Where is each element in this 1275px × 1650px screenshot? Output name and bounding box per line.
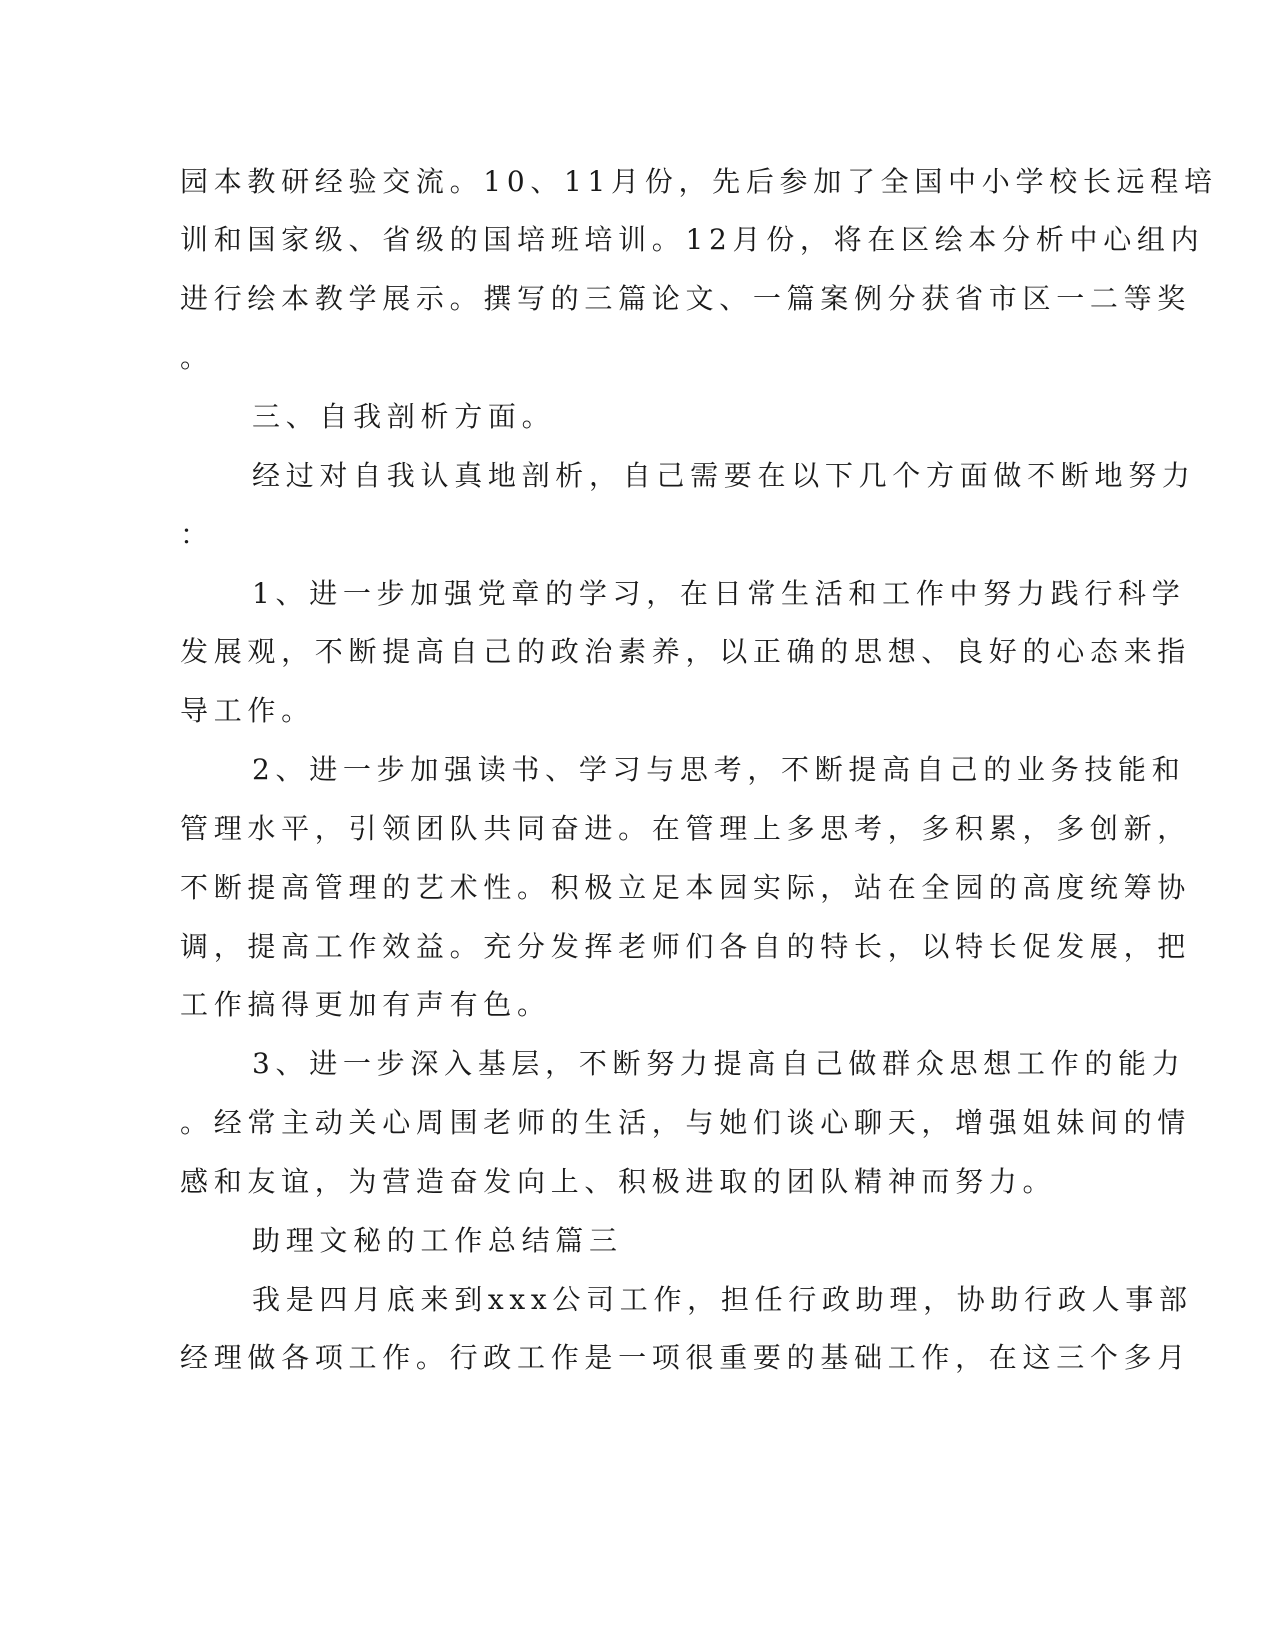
text-line: 管理水平，引领团队共同奋进。在管理上多思考，多积累，多创新，: [180, 812, 1192, 845]
text-line: 进行绘本教学展示。撰写的三篇论文、一篇案例分获省市区一二等奖: [180, 282, 1192, 315]
text-line: 我是四月底来到xxx公司工作，担任行政助理，协助行政人事部: [252, 1283, 1193, 1316]
text-line: 经过对自我认真地剖析，自己需要在以下几个方面做不断地努力: [252, 459, 1196, 492]
list-item-3: 3、进一步深入基层，不断努力提高自己做群众思想工作的能力: [252, 1047, 1186, 1080]
text-line: 园本教研经验交流。10、11月份，先后参加了全国中小学校长远程培: [180, 165, 1218, 198]
text-line: 发展观，不断提高自己的政治素养，以正确的思想、良好的心态来指: [180, 635, 1192, 668]
text-line: 训和国家级、省级的国培班培训。12月份，将在区绘本分析中心组内: [180, 223, 1205, 256]
article-title: 助理文秘的工作总结篇三: [252, 1224, 623, 1257]
text-line: 导工作。: [180, 694, 315, 727]
text-line: ：: [180, 518, 214, 551]
list-item-1: 1、进一步加强党章的学习，在日常生活和工作中努力践行科学: [252, 577, 1186, 610]
text-line: 不断提高管理的艺术性。积极立足本园实际，站在全园的高度统筹协: [180, 871, 1192, 904]
text-line: 感和友谊，为营造奋发向上、积极进取的团队精神而努力。: [180, 1165, 1057, 1198]
text-line: 工作搞得更加有声有色。: [180, 988, 551, 1021]
text-line: 。经常主动关心周围老师的生活，与她们谈心聊天，增强姐妹间的情: [180, 1106, 1192, 1139]
text-line: 。: [180, 341, 214, 374]
section-heading: 三、自我剖析方面。: [252, 400, 556, 433]
text-line: 经理做各项工作。行政工作是一项很重要的基础工作，在这三个多月: [180, 1341, 1192, 1374]
text-line: 调，提高工作效益。充分发挥老师们各自的特长，以特长促发展，把: [180, 930, 1192, 963]
list-item-2: 2、进一步加强读书、学习与思考，不断提高自己的业务技能和: [252, 753, 1186, 786]
